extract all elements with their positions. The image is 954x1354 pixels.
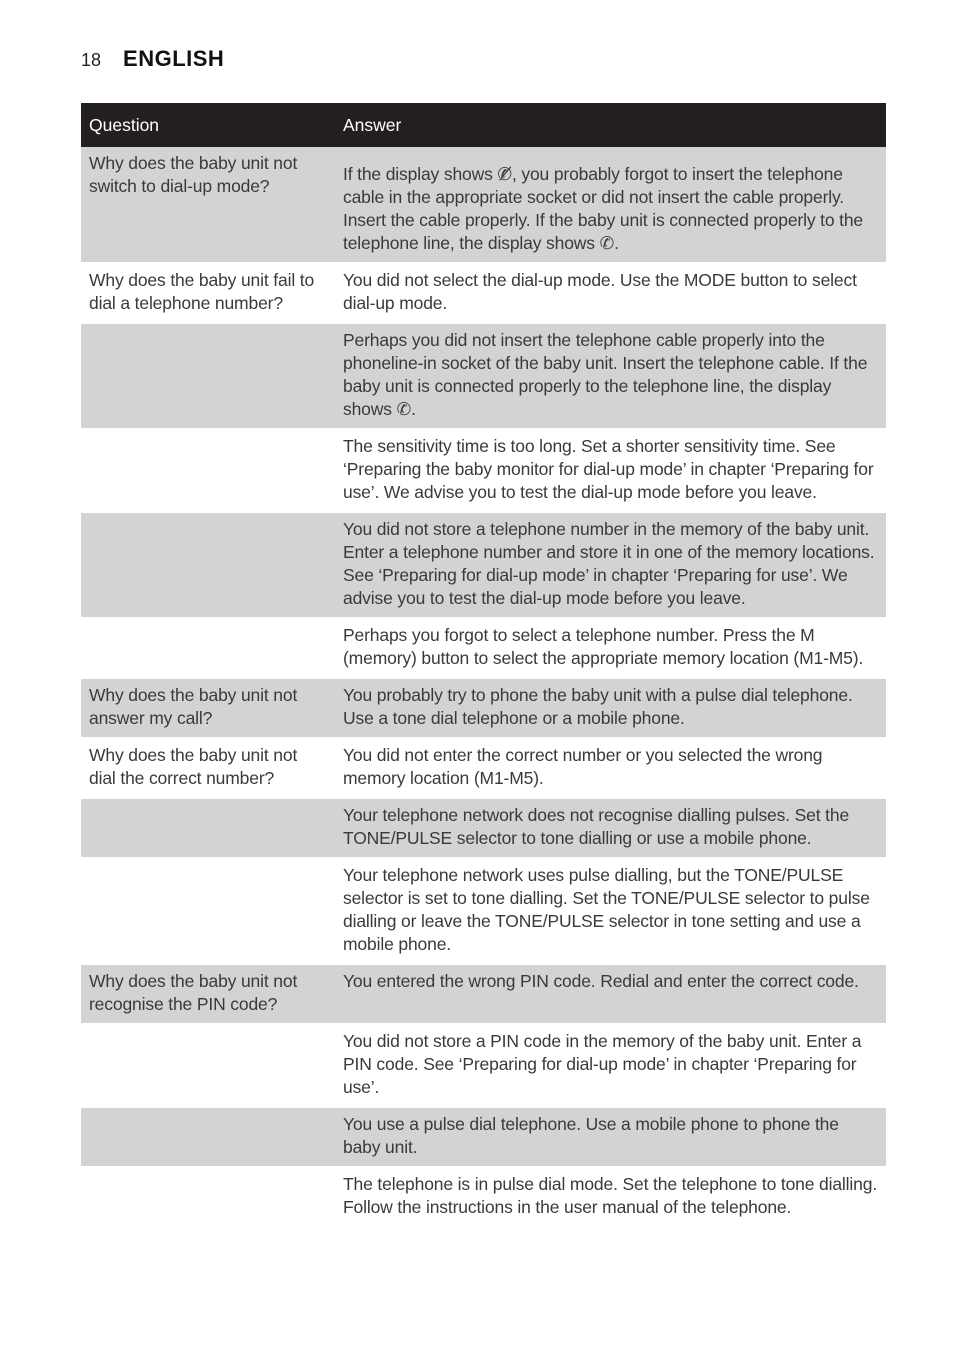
question-cell bbox=[81, 798, 335, 858]
table-row bbox=[81, 798, 886, 858]
question-cell bbox=[81, 1107, 335, 1167]
table-row bbox=[81, 263, 886, 323]
column-header-answer: Answer bbox=[335, 103, 886, 147]
page-header bbox=[81, 46, 224, 76]
table-header-row bbox=[81, 103, 886, 147]
table-row bbox=[81, 1167, 886, 1226]
answer-cell: The sensitivity time is too long. Set a shorter sensitivity time. See ‘Preparing the baby monitor for dial-up mode’ in chapter ‘Preparing for use’. We advise you to test the dial-up mode before you leave. bbox=[335, 429, 886, 512]
table-row bbox=[81, 618, 886, 678]
table-body bbox=[81, 147, 886, 1226]
question-cell bbox=[81, 1167, 335, 1226]
table-row bbox=[81, 323, 886, 429]
answer-cell: You did not store a PIN code in the memory of the baby unit. Enter a PIN code. See ‘Preparing for dial-up mode’ in chapter ‘Preparing for use’. bbox=[335, 1024, 886, 1107]
table-row bbox=[81, 858, 886, 964]
answer-cell: The telephone is in pulse dial mode. Set the telephone to tone dialling. Follow the instructions in the user manual of the telephone. bbox=[335, 1167, 886, 1226]
table-row bbox=[81, 147, 886, 263]
question-cell: Why does the baby unit fail to dial a telephone number? bbox=[81, 263, 335, 323]
answer-cell: Perhaps you did not insert the telephone cable properly into the phoneline-in socket of the baby unit. Insert the telephone cable. If the baby unit is connected properly to the telephone line, the display shows ✆. bbox=[335, 323, 886, 429]
answer-cell: You probably try to phone the baby unit with a pulse dial telephone. Use a tone dial telephone or a mobile phone. bbox=[335, 678, 886, 738]
answer-cell: You did not select the dial-up mode. Use the MODE button to select dial-up mode. bbox=[335, 263, 886, 323]
question-cell: Why does the baby unit not answer my call? bbox=[81, 678, 335, 738]
table-row bbox=[81, 738, 886, 798]
question-cell bbox=[81, 618, 335, 678]
table-row bbox=[81, 964, 886, 1024]
answer-cell: Your telephone network does not recognise dialling pulses. Set the TONE/PULSE selector to tone dialling or use a mobile phone. bbox=[335, 798, 886, 858]
answer-cell: You did not store a telephone number in the memory of the baby unit. Enter a telephone number and store it in one of the memory locations. See ‘Preparing for dial-up mode’ in chapter ‘Preparing for use’. We advise you to test the dial-up mode before you leave. bbox=[335, 512, 886, 618]
question-cell bbox=[81, 323, 335, 429]
answer-cell: Perhaps you forgot to select a telephone number. Press the M (memory) button to select the appropriate memory location (M1-M5). bbox=[335, 618, 886, 678]
answer-cell: Your telephone network uses pulse dialling, but the TONE/PULSE selector is set to tone dialling. Set the TONE/PULSE selector to pulse dialling or leave the TONE/PULSE selector in tone setting and use a mobile phone. bbox=[335, 858, 886, 964]
table-row bbox=[81, 678, 886, 738]
page-number: 18 bbox=[81, 50, 102, 70]
troubleshooting-table bbox=[81, 103, 886, 1226]
answer-cell: If the display shows ✆̸, you probably forgot to insert the telephone cable in the appropriate socket or did not insert the cable properly. Insert the cable properly. If the baby unit is connected properly to the telephone line, the display shows ✆. bbox=[335, 147, 886, 263]
question-cell bbox=[81, 858, 335, 964]
answer-cell: You did not enter the correct number or you selected the wrong memory location (M1-M5). bbox=[335, 738, 886, 798]
answer-cell: You entered the wrong PIN code. Redial and enter the correct code. bbox=[335, 964, 886, 1024]
column-header-question: Question bbox=[81, 103, 335, 147]
question-cell bbox=[81, 1024, 335, 1107]
question-cell: Why does the baby unit not recognise the PIN code? bbox=[81, 964, 335, 1024]
question-cell bbox=[81, 429, 335, 512]
page-language-heading: ENGLISH bbox=[123, 46, 225, 71]
table-row bbox=[81, 512, 886, 618]
table-row bbox=[81, 1024, 886, 1107]
question-cell: Why does the baby unit not switch to dial-up mode? bbox=[81, 147, 335, 263]
question-cell: Why does the baby unit not dial the correct number? bbox=[81, 738, 335, 798]
answer-cell: You use a pulse dial telephone. Use a mobile phone to phone the baby unit. bbox=[335, 1107, 886, 1167]
table-row bbox=[81, 429, 886, 512]
question-cell bbox=[81, 512, 335, 618]
table-row bbox=[81, 1107, 886, 1167]
